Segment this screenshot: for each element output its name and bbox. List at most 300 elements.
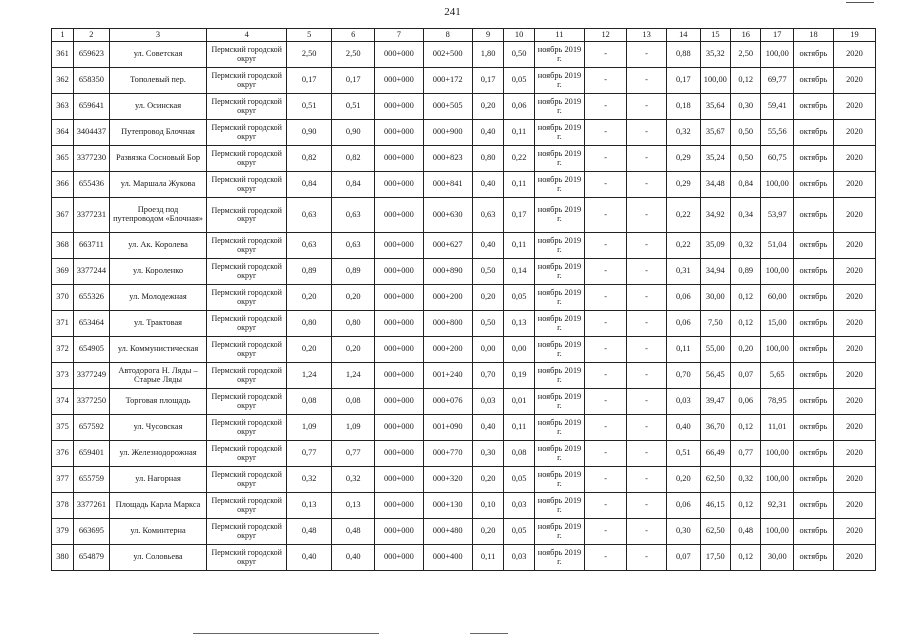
table-cell-col-1: 366	[52, 172, 74, 198]
table-cell-col-2: 3377250	[74, 389, 110, 415]
table-cell-col-17: 100,00	[761, 519, 794, 545]
table-cell-col-2: 658350	[74, 68, 110, 94]
table-cell-col-18: октябрь	[794, 68, 834, 94]
table-cell-col-12: -	[585, 94, 627, 120]
top-rule	[846, 2, 874, 3]
table-cell-col-7: 000+000	[375, 441, 423, 467]
table-cell-col-18: октябрь	[794, 493, 834, 519]
table-cell-col-2: 654905	[74, 337, 110, 363]
table-cell-col-13: -	[627, 146, 667, 172]
table-cell-col-15: 34,92	[700, 198, 730, 233]
table-cell-col-8: 000+900	[423, 120, 472, 146]
table-cell-col-4: Пермский городской округ	[207, 120, 287, 146]
table-row	[52, 285, 876, 311]
table-cell-col-5: 0,80	[287, 311, 332, 337]
table-cell-col-6: 0,63	[332, 233, 375, 259]
table-cell-col-17: 53,97	[761, 198, 794, 233]
table-cell-col-15: 66,49	[700, 441, 730, 467]
table-cell-col-16: 0,30	[731, 94, 761, 120]
table-cell-col-3: ул. Чусовская	[109, 415, 207, 441]
table-cell-col-15: 35,24	[700, 146, 730, 172]
table-cell-col-18: октябрь	[794, 233, 834, 259]
table-cell-col-2: 3377231	[74, 198, 110, 233]
table-cell-col-15: 35,32	[700, 42, 730, 68]
table-cell-col-7: 000+000	[375, 172, 423, 198]
table-cell-col-9: 0,00	[472, 337, 503, 363]
table-cell-col-12: -	[585, 42, 627, 68]
table-cell-col-15: 46,15	[700, 493, 730, 519]
table-cell-col-7: 000+000	[375, 42, 423, 68]
column-header-9: 9	[472, 29, 503, 42]
table-cell-col-4: Пермский городской округ	[207, 467, 287, 493]
table-cell-col-6: 0,20	[332, 337, 375, 363]
table-cell-col-10: 0,19	[504, 363, 534, 389]
table-cell-col-12: -	[585, 337, 627, 363]
table-cell-col-12: -	[585, 493, 627, 519]
table-cell-col-19: 2020	[833, 363, 875, 389]
table-cell-col-5: 0,89	[287, 259, 332, 285]
table-cell-col-10: 0,05	[504, 285, 534, 311]
table-cell-col-9: 0,30	[472, 441, 503, 467]
table-cell-col-5: 1,24	[287, 363, 332, 389]
table-cell-col-16: 0,89	[731, 259, 761, 285]
table-cell-col-3: Путепровод Блочная	[109, 120, 207, 146]
table-cell-col-11: ноябрь 2019 г.	[534, 42, 584, 68]
table-cell-col-11: ноябрь 2019 г.	[534, 545, 584, 571]
table-cell-col-3: Тополевый пер.	[109, 68, 207, 94]
table-cell-col-4: Пермский городской округ	[207, 146, 287, 172]
column-header-1: 1	[52, 29, 74, 42]
table-cell-col-9: 0,17	[472, 68, 503, 94]
table-cell-col-9: 0,20	[472, 467, 503, 493]
table-cell-col-11: ноябрь 2019 г.	[534, 415, 584, 441]
table-cell-col-1: 369	[52, 259, 74, 285]
table-cell-col-8: 000+400	[423, 545, 472, 571]
table-row	[52, 415, 876, 441]
table-cell-col-19: 2020	[833, 545, 875, 571]
table-cell-col-9: 0,20	[472, 519, 503, 545]
table-cell-col-18: октябрь	[794, 120, 834, 146]
table-cell-col-4: Пермский городской округ	[207, 311, 287, 337]
table-cell-col-3: ул. Короленко	[109, 259, 207, 285]
table-cell-col-4: Пермский городской округ	[207, 545, 287, 571]
table-cell-col-9: 0,20	[472, 94, 503, 120]
column-header-19: 19	[833, 29, 875, 42]
table-cell-col-14: 0,06	[667, 311, 701, 337]
table-cell-col-11: ноябрь 2019 г.	[534, 172, 584, 198]
table-cell-col-16: 0,34	[731, 198, 761, 233]
table-cell-col-1: 365	[52, 146, 74, 172]
table-cell-col-8: 002+500	[423, 42, 472, 68]
table-cell-col-7: 000+000	[375, 363, 423, 389]
column-header-12: 12	[585, 29, 627, 42]
table-cell-col-19: 2020	[833, 337, 875, 363]
table-row	[52, 363, 876, 389]
table-cell-col-15: 17,50	[700, 545, 730, 571]
table-cell-col-13: -	[627, 120, 667, 146]
table-cell-col-5: 0,40	[287, 545, 332, 571]
table-cell-col-14: 0,17	[667, 68, 701, 94]
table-cell-col-5: 0,17	[287, 68, 332, 94]
table-cell-col-1: 367	[52, 198, 74, 233]
column-header-6: 6	[332, 29, 375, 42]
table-cell-col-15: 62,50	[700, 519, 730, 545]
table-cell-col-15: 34,48	[700, 172, 730, 198]
table-cell-col-17: 100,00	[761, 441, 794, 467]
table-cell-col-14: 0,07	[667, 545, 701, 571]
table-cell-col-16: 0,12	[731, 311, 761, 337]
column-header-3: 3	[109, 29, 207, 42]
column-header-18: 18	[794, 29, 834, 42]
table-cell-col-19: 2020	[833, 311, 875, 337]
table-body	[52, 42, 876, 571]
table-cell-col-12: -	[585, 146, 627, 172]
table-cell-col-7: 000+000	[375, 519, 423, 545]
table-cell-col-2: 3377261	[74, 493, 110, 519]
table-cell-col-7: 000+000	[375, 415, 423, 441]
table-cell-col-9: 0,40	[472, 415, 503, 441]
column-header-5: 5	[287, 29, 332, 42]
table-cell-col-3: ул. Железнодорожная	[109, 441, 207, 467]
table-cell-col-13: -	[627, 363, 667, 389]
table-cell-col-15: 55,00	[700, 337, 730, 363]
table-cell-col-8: 000+505	[423, 94, 472, 120]
table-cell-col-8: 000+172	[423, 68, 472, 94]
table-cell-col-7: 000+000	[375, 493, 423, 519]
table-cell-col-18: октябрь	[794, 545, 834, 571]
table-cell-col-17: 5,65	[761, 363, 794, 389]
table-cell-col-18: октябрь	[794, 415, 834, 441]
table-cell-col-12: -	[585, 467, 627, 493]
column-header-13: 13	[627, 29, 667, 42]
table-row	[52, 259, 876, 285]
table-cell-col-8: 000+823	[423, 146, 472, 172]
table-cell-col-1: 363	[52, 94, 74, 120]
table-cell-col-19: 2020	[833, 493, 875, 519]
table-cell-col-7: 000+000	[375, 467, 423, 493]
table-cell-col-11: ноябрь 2019 г.	[534, 519, 584, 545]
table-cell-col-5: 0,77	[287, 441, 332, 467]
table-cell-col-13: -	[627, 545, 667, 571]
table-cell-col-18: октябрь	[794, 172, 834, 198]
table-cell-col-12: -	[585, 233, 627, 259]
table-cell-col-18: октябрь	[794, 363, 834, 389]
table-cell-col-19: 2020	[833, 285, 875, 311]
table-cell-col-12: -	[585, 120, 627, 146]
table-cell-col-18: октябрь	[794, 337, 834, 363]
table-row	[52, 233, 876, 259]
table-cell-col-11: ноябрь 2019 г.	[534, 146, 584, 172]
table-cell-col-5: 0,20	[287, 337, 332, 363]
table-cell-col-6: 2,50	[332, 42, 375, 68]
table-cell-col-15: 30,00	[700, 285, 730, 311]
table-row	[52, 172, 876, 198]
table-cell-col-10: 0,00	[504, 337, 534, 363]
table-cell-col-7: 000+000	[375, 285, 423, 311]
table-cell-col-12: -	[585, 545, 627, 571]
table-cell-col-14: 0,29	[667, 172, 701, 198]
table-cell-col-14: 0,32	[667, 120, 701, 146]
table-cell-col-9: 0,80	[472, 146, 503, 172]
table-cell-col-14: 0,51	[667, 441, 701, 467]
table-cell-col-4: Пермский городской округ	[207, 415, 287, 441]
table-cell-col-9: 0,03	[472, 389, 503, 415]
table-cell-col-5: 0,32	[287, 467, 332, 493]
table-cell-col-10: 0,11	[504, 172, 534, 198]
table-cell-col-3: ул. Осинская	[109, 94, 207, 120]
table-cell-col-4: Пермский городской округ	[207, 285, 287, 311]
table-cell-col-3: ул. Коминтерна	[109, 519, 207, 545]
table-cell-col-10: 0,14	[504, 259, 534, 285]
table-cell-col-3: ул. Трактовая	[109, 311, 207, 337]
table-cell-col-8: 000+480	[423, 519, 472, 545]
table-cell-col-9: 0,11	[472, 545, 503, 571]
table-cell-col-2: 659623	[74, 42, 110, 68]
table-row	[52, 311, 876, 337]
table-row	[52, 146, 876, 172]
footer-rule-left	[193, 633, 379, 634]
table-cell-col-14: 0,06	[667, 285, 701, 311]
table-cell-col-19: 2020	[833, 172, 875, 198]
table-cell-col-14: 0,22	[667, 198, 701, 233]
column-header-4: 4	[207, 29, 287, 42]
table-cell-col-1: 372	[52, 337, 74, 363]
table-cell-col-6: 1,24	[332, 363, 375, 389]
table-cell-col-17: 11,01	[761, 415, 794, 441]
table-cell-col-19: 2020	[833, 441, 875, 467]
table-cell-col-8: 000+130	[423, 493, 472, 519]
table-cell-col-5: 0,82	[287, 146, 332, 172]
table-cell-col-5: 2,50	[287, 42, 332, 68]
column-header-8: 8	[423, 29, 472, 42]
table-cell-col-16: 0,07	[731, 363, 761, 389]
table-cell-col-5: 0,63	[287, 233, 332, 259]
footer-rule-right	[470, 633, 508, 634]
table-row	[52, 68, 876, 94]
table-cell-col-10: 0,03	[504, 493, 534, 519]
table-cell-col-12: -	[585, 311, 627, 337]
table-cell-col-7: 000+000	[375, 311, 423, 337]
table-cell-col-16: 0,48	[731, 519, 761, 545]
table-cell-col-19: 2020	[833, 415, 875, 441]
table-cell-col-17: 59,41	[761, 94, 794, 120]
table-cell-col-16: 0,20	[731, 337, 761, 363]
table-cell-col-18: октябрь	[794, 198, 834, 233]
table-cell-col-13: -	[627, 311, 667, 337]
table-cell-col-4: Пермский городской округ	[207, 337, 287, 363]
table-cell-col-8: 001+090	[423, 415, 472, 441]
table-cell-col-3: Проезд под путепроводом «Блочная»	[109, 198, 207, 233]
table-cell-col-8: 000+770	[423, 441, 472, 467]
table-cell-col-19: 2020	[833, 68, 875, 94]
table-cell-col-7: 000+000	[375, 198, 423, 233]
table-cell-col-8: 000+890	[423, 259, 472, 285]
table-cell-col-9: 0,50	[472, 259, 503, 285]
table-cell-col-4: Пермский городской округ	[207, 493, 287, 519]
table-cell-col-1: 373	[52, 363, 74, 389]
table-row	[52, 94, 876, 120]
table-cell-col-7: 000+000	[375, 94, 423, 120]
table-cell-col-6: 0,32	[332, 467, 375, 493]
table-cell-col-11: ноябрь 2019 г.	[534, 441, 584, 467]
table-cell-col-18: октябрь	[794, 389, 834, 415]
table-cell-col-13: -	[627, 337, 667, 363]
table-cell-col-11: ноябрь 2019 г.	[534, 285, 584, 311]
table-cell-col-11: ноябрь 2019 г.	[534, 363, 584, 389]
table-cell-col-13: -	[627, 172, 667, 198]
table-row	[52, 493, 876, 519]
table-cell-col-3: Автодорога Н. Ляды – Старые Ляды	[109, 363, 207, 389]
table-cell-col-3: ул. Советская	[109, 42, 207, 68]
table-cell-col-14: 0,30	[667, 519, 701, 545]
table-cell-col-2: 655436	[74, 172, 110, 198]
table-cell-col-17: 100,00	[761, 259, 794, 285]
table-cell-col-16: 0,12	[731, 545, 761, 571]
table-cell-col-11: ноябрь 2019 г.	[534, 493, 584, 519]
table-row	[52, 337, 876, 363]
table-cell-col-18: октябрь	[794, 467, 834, 493]
table-cell-col-1: 371	[52, 311, 74, 337]
table-row	[52, 42, 876, 68]
table-cell-col-13: -	[627, 467, 667, 493]
table-cell-col-13: -	[627, 198, 667, 233]
table-cell-col-19: 2020	[833, 389, 875, 415]
table-cell-col-2: 654879	[74, 545, 110, 571]
table-cell-col-15: 35,09	[700, 233, 730, 259]
table-cell-col-15: 7,50	[700, 311, 730, 337]
table-cell-col-17: 60,75	[761, 146, 794, 172]
table-row	[52, 467, 876, 493]
table-cell-col-9: 0,40	[472, 120, 503, 146]
table-cell-col-10: 0,05	[504, 68, 534, 94]
table-cell-col-8: 000+320	[423, 467, 472, 493]
table-cell-col-7: 000+000	[375, 337, 423, 363]
column-header-2: 2	[74, 29, 110, 42]
table-cell-col-10: 0,11	[504, 120, 534, 146]
table-cell-col-12: -	[585, 68, 627, 94]
table-cell-col-10: 0,17	[504, 198, 534, 233]
table-cell-col-1: 361	[52, 42, 74, 68]
table-cell-col-16: 0,84	[731, 172, 761, 198]
table-cell-col-9: 0,20	[472, 285, 503, 311]
table-row	[52, 198, 876, 233]
column-header-15: 15	[700, 29, 730, 42]
table-cell-col-13: -	[627, 233, 667, 259]
table-cell-col-18: октябрь	[794, 311, 834, 337]
table-cell-col-1: 376	[52, 441, 74, 467]
table-cell-col-6: 0,82	[332, 146, 375, 172]
table-cell-col-2: 657592	[74, 415, 110, 441]
table-cell-col-6: 0,40	[332, 545, 375, 571]
table-cell-col-6: 0,08	[332, 389, 375, 415]
table-cell-col-2: 3377230	[74, 146, 110, 172]
table-cell-col-5: 0,13	[287, 493, 332, 519]
table-cell-col-7: 000+000	[375, 120, 423, 146]
table-cell-col-10: 0,05	[504, 467, 534, 493]
table-cell-col-11: ноябрь 2019 г.	[534, 233, 584, 259]
table-cell-col-10: 0,05	[504, 519, 534, 545]
page-number: 241	[444, 6, 461, 18]
table-cell-col-15: 100,00	[700, 68, 730, 94]
table-cell-col-17: 60,00	[761, 285, 794, 311]
table-row	[52, 545, 876, 571]
table-cell-col-1: 368	[52, 233, 74, 259]
table-cell-col-18: октябрь	[794, 146, 834, 172]
table-cell-col-19: 2020	[833, 233, 875, 259]
table-cell-col-15: 56,45	[700, 363, 730, 389]
table-cell-col-17: 55,56	[761, 120, 794, 146]
table-cell-col-2: 3377249	[74, 363, 110, 389]
table-cell-col-16: 0,12	[731, 68, 761, 94]
table-cell-col-10: 0,03	[504, 545, 534, 571]
table-cell-col-13: -	[627, 519, 667, 545]
table-cell-col-16: 0,12	[731, 285, 761, 311]
table-cell-col-5: 0,20	[287, 285, 332, 311]
table-cell-col-12: -	[585, 363, 627, 389]
table-cell-col-10: 0,01	[504, 389, 534, 415]
table-cell-col-1: 362	[52, 68, 74, 94]
table-cell-col-4: Пермский городской округ	[207, 441, 287, 467]
table-cell-col-10: 0,08	[504, 441, 534, 467]
table-cell-col-18: октябрь	[794, 441, 834, 467]
table-cell-col-14: 0,22	[667, 233, 701, 259]
table-cell-col-9: 0,10	[472, 493, 503, 519]
table-cell-col-1: 378	[52, 493, 74, 519]
table-cell-col-16: 0,32	[731, 233, 761, 259]
table-cell-col-10: 0,11	[504, 415, 534, 441]
table-cell-col-11: ноябрь 2019 г.	[534, 94, 584, 120]
table-cell-col-13: -	[627, 42, 667, 68]
table-cell-col-4: Пермский городской округ	[207, 363, 287, 389]
table-cell-col-2: 659641	[74, 94, 110, 120]
table-cell-col-12: -	[585, 415, 627, 441]
table-cell-col-19: 2020	[833, 467, 875, 493]
table-cell-col-13: -	[627, 441, 667, 467]
table-cell-col-8: 000+800	[423, 311, 472, 337]
table-cell-col-5: 0,84	[287, 172, 332, 198]
table-cell-col-11: ноябрь 2019 г.	[534, 120, 584, 146]
table-cell-col-9: 0,70	[472, 363, 503, 389]
table-cell-col-5: 1,09	[287, 415, 332, 441]
table-cell-col-7: 000+000	[375, 259, 423, 285]
table-cell-col-19: 2020	[833, 259, 875, 285]
table-cell-col-2: 655759	[74, 467, 110, 493]
table-cell-col-8: 000+627	[423, 233, 472, 259]
table-cell-col-14: 0,40	[667, 415, 701, 441]
table-cell-col-13: -	[627, 389, 667, 415]
table-cell-col-12: -	[585, 441, 627, 467]
table-cell-col-10: 0,13	[504, 311, 534, 337]
table-cell-col-9: 0,50	[472, 311, 503, 337]
table-cell-col-16: 0,12	[731, 415, 761, 441]
table-cell-col-19: 2020	[833, 94, 875, 120]
header-row	[52, 29, 876, 42]
table-cell-col-4: Пермский городской округ	[207, 68, 287, 94]
table-cell-col-18: октябрь	[794, 519, 834, 545]
table-cell-col-17: 92,31	[761, 493, 794, 519]
column-header-14: 14	[667, 29, 701, 42]
table-cell-col-6: 0,84	[332, 172, 375, 198]
table-cell-col-17: 100,00	[761, 172, 794, 198]
table-header	[52, 29, 876, 42]
column-header-7: 7	[375, 29, 423, 42]
table-cell-col-14: 0,29	[667, 146, 701, 172]
table-cell-col-11: ноябрь 2019 г.	[534, 68, 584, 94]
table-cell-col-19: 2020	[833, 198, 875, 233]
table-cell-col-2: 3404437	[74, 120, 110, 146]
table-row	[52, 519, 876, 545]
table-cell-col-9: 0,40	[472, 172, 503, 198]
